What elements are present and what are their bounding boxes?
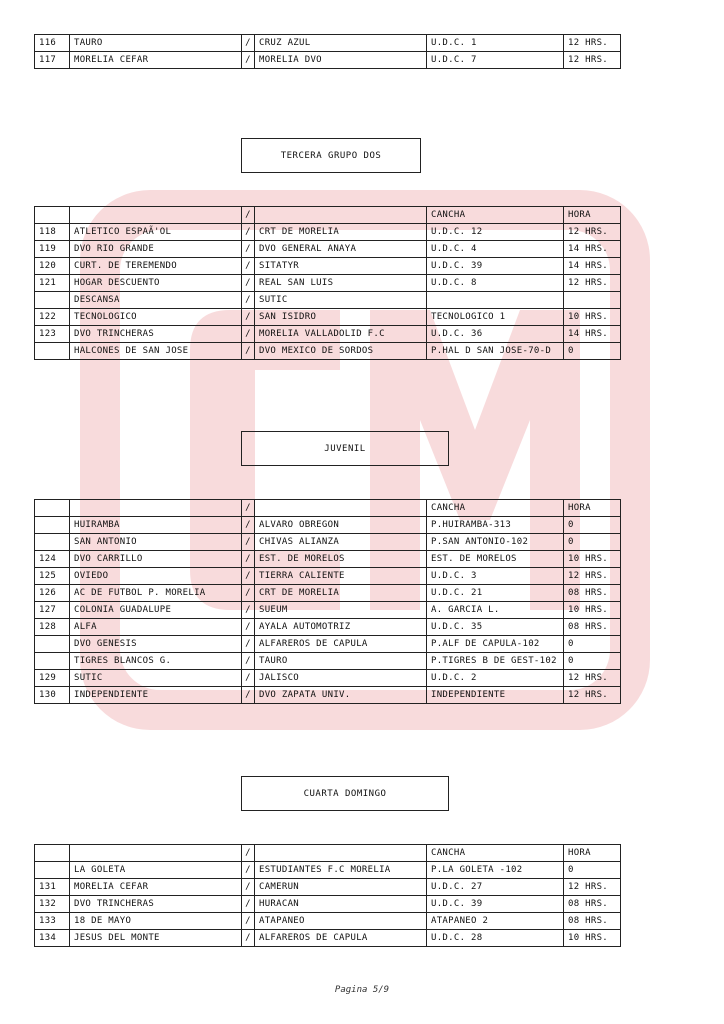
separator-cell: / — [242, 636, 255, 653]
table-row — [35, 551, 621, 568]
home-team-cell: ATLETICO ESPAÃ'OL — [70, 224, 242, 241]
time-cell: 10 HRS. — [564, 602, 621, 619]
header-hora: HORA — [564, 500, 621, 517]
away-team-cell: SAN ISIDRO — [255, 309, 427, 326]
match-number-cell: 121 — [35, 275, 70, 292]
time-cell — [564, 292, 621, 309]
venue-cell: U.D.C. 35 — [427, 619, 564, 636]
time-cell: 10 HRS. — [564, 309, 621, 326]
table-row — [35, 670, 621, 687]
match-number-cell: 131 — [35, 879, 70, 896]
home-team-cell: TAURO — [70, 35, 242, 52]
home-team-cell: OVIEDO — [70, 568, 242, 585]
venue-cell: U.D.C. 8 — [427, 275, 564, 292]
match-number-cell — [35, 292, 70, 309]
separator-cell: / — [242, 326, 255, 343]
away-team-cell: MORELIA VALLADOLID F.C — [255, 326, 427, 343]
venue-cell: U.D.C. 39 — [427, 258, 564, 275]
separator-cell: / — [242, 930, 255, 947]
time-cell: 10 HRS. — [564, 551, 621, 568]
match-number-cell: 123 — [35, 326, 70, 343]
home-team-cell: DVO TRINCHERAS — [70, 326, 242, 343]
away-team-cell: JALISCO — [255, 670, 427, 687]
venue-cell: U.D.C. 2 — [427, 670, 564, 687]
away-team-cell: CRUZ AZUL — [255, 35, 427, 52]
venue-cell — [427, 292, 564, 309]
separator-cell: / — [242, 619, 255, 636]
header-blank — [35, 500, 70, 517]
match-number-cell: 117 — [35, 52, 70, 69]
home-team-cell: MORELIA CEFAR — [70, 52, 242, 69]
time-cell: 12 HRS. — [564, 670, 621, 687]
table-row — [35, 292, 621, 309]
time-cell: 0 — [564, 517, 621, 534]
table-row — [35, 862, 621, 879]
table-row — [35, 35, 621, 52]
time-cell: 0 — [564, 653, 621, 670]
group-title-tercera — [241, 138, 421, 173]
match-number-cell: 126 — [35, 585, 70, 602]
separator-cell: / — [242, 309, 255, 326]
match-number-cell — [35, 517, 70, 534]
match-number-cell: 134 — [35, 930, 70, 947]
venue-cell: P.LA GOLETA -102 — [427, 862, 564, 879]
match-number-cell — [35, 862, 70, 879]
cuarta-fixtures-body — [35, 862, 621, 947]
time-cell: 12 HRS. — [564, 35, 621, 52]
match-number-cell: 118 — [35, 224, 70, 241]
home-team-cell: TIGRES BLANCOS G. — [70, 653, 242, 670]
separator-cell: / — [242, 275, 255, 292]
tercera-fixtures-body — [35, 224, 621, 360]
match-number-cell — [35, 636, 70, 653]
away-team-cell: SUTIC — [255, 292, 427, 309]
home-team-cell: DESCANSA — [70, 292, 242, 309]
time-cell: 08 HRS. — [564, 913, 621, 930]
home-team-cell: DVO TRINCHERAS — [70, 896, 242, 913]
venue-cell: U.D.C. 39 — [427, 896, 564, 913]
home-team-cell: HUIRAMBA — [70, 517, 242, 534]
away-team-cell: ATAPANEO — [255, 913, 427, 930]
match-number-cell: 129 — [35, 670, 70, 687]
table-row — [35, 534, 621, 551]
separator-cell: / — [242, 52, 255, 69]
time-cell: 12 HRS. — [564, 224, 621, 241]
table-header-row — [35, 207, 621, 224]
header-separator: / — [242, 207, 255, 224]
top-fixtures-table — [34, 34, 621, 69]
home-team-cell: LA GOLETA — [70, 862, 242, 879]
away-team-cell: HURACAN — [255, 896, 427, 913]
separator-cell: / — [242, 913, 255, 930]
venue-cell: U.D.C. 7 — [427, 52, 564, 69]
venue-cell: U.D.C. 4 — [427, 241, 564, 258]
time-cell: 12 HRS. — [564, 687, 621, 704]
header-hora: HORA — [564, 207, 621, 224]
time-cell: 08 HRS. — [564, 585, 621, 602]
table-row — [35, 896, 621, 913]
cuarta-fixtures-table — [34, 844, 621, 947]
venue-cell: TECNOLOGICO 1 — [427, 309, 564, 326]
home-team-cell: SAN ANTONIO — [70, 534, 242, 551]
table-row — [35, 619, 621, 636]
venue-cell: U.D.C. 28 — [427, 930, 564, 947]
page-number: Pagina 5/9 — [334, 985, 390, 995]
group-title-tercera-label: TERCERA GRUPO DOS — [280, 150, 382, 161]
time-cell: 14 HRS. — [564, 258, 621, 275]
venue-cell: EST. DE MORELOS — [427, 551, 564, 568]
separator-cell: / — [242, 687, 255, 704]
home-team-cell: DVO CARRILLO — [70, 551, 242, 568]
venue-cell: P.HUIRAMBA-313 — [427, 517, 564, 534]
away-team-cell: CAMERUN — [255, 879, 427, 896]
match-number-cell: 124 — [35, 551, 70, 568]
table-row — [35, 585, 621, 602]
home-team-cell: MORELIA CEFAR — [70, 879, 242, 896]
match-number-cell: 119 — [35, 241, 70, 258]
separator-cell: / — [242, 551, 255, 568]
table-row — [35, 517, 621, 534]
header-blank — [70, 500, 242, 517]
time-cell: 12 HRS. — [564, 879, 621, 896]
venue-cell: U.D.C. 21 — [427, 585, 564, 602]
juvenil-fixtures-table — [34, 499, 621, 704]
match-number-cell: 127 — [35, 602, 70, 619]
home-team-cell: 18 DE MAYO — [70, 913, 242, 930]
time-cell: 14 HRS. — [564, 326, 621, 343]
home-team-cell: HALCONES DE SAN JOSE — [70, 343, 242, 360]
time-cell: 0 — [564, 534, 621, 551]
venue-cell: U.D.C. 12 — [427, 224, 564, 241]
match-number-cell: 132 — [35, 896, 70, 913]
separator-cell: / — [242, 879, 255, 896]
home-team-cell: HOGAR DESCUENTO — [70, 275, 242, 292]
away-team-cell: TAURO — [255, 653, 427, 670]
table-row — [35, 636, 621, 653]
away-team-cell: ALVARO OBREGON — [255, 517, 427, 534]
venue-cell: A. GARCIA L. — [427, 602, 564, 619]
table-row — [35, 879, 621, 896]
separator-cell: / — [242, 602, 255, 619]
home-team-cell: COLONIA GUADALUPE — [70, 602, 242, 619]
table-row — [35, 913, 621, 930]
top-fixtures-body — [35, 35, 621, 69]
venue-cell: U.D.C. 3 — [427, 568, 564, 585]
away-team-cell: EST. DE MORELOS — [255, 551, 427, 568]
time-cell: 0 — [564, 862, 621, 879]
match-number-cell: 120 — [35, 258, 70, 275]
match-number-cell — [35, 343, 70, 360]
venue-cell: U.D.C. 1 — [427, 35, 564, 52]
match-number-cell: 122 — [35, 309, 70, 326]
separator-cell: / — [242, 653, 255, 670]
time-cell: 12 HRS. — [564, 275, 621, 292]
away-team-cell: CHIVAS ALIANZA — [255, 534, 427, 551]
home-team-cell: TECNOLOGICO — [70, 309, 242, 326]
away-team-cell: AYALA AUTOMOTRIZ — [255, 619, 427, 636]
header-blank — [255, 207, 427, 224]
table-row — [35, 602, 621, 619]
match-number-cell: 128 — [35, 619, 70, 636]
table-row — [35, 343, 621, 360]
away-team-cell: DVO MEXICO DE SORDOS — [255, 343, 427, 360]
away-team-cell: DVO ZAPATA UNIV. — [255, 687, 427, 704]
header-cancha: CANCHA — [427, 500, 564, 517]
match-number-cell: 133 — [35, 913, 70, 930]
venue-cell: INDEPENDIENTE — [427, 687, 564, 704]
table-row — [35, 309, 621, 326]
separator-cell: / — [242, 568, 255, 585]
venue-cell: P.TIGRES B DE GEST-102 — [427, 653, 564, 670]
venue-cell: U.D.C. 36 — [427, 326, 564, 343]
table-header-row — [35, 845, 621, 862]
time-cell: 12 HRS. — [564, 52, 621, 69]
header-blank — [35, 207, 70, 224]
separator-cell: / — [242, 241, 255, 258]
table-row — [35, 224, 621, 241]
home-team-cell: ALFA — [70, 619, 242, 636]
time-cell: 0 — [564, 343, 621, 360]
table-row — [35, 52, 621, 69]
table-row — [35, 241, 621, 258]
time-cell: 08 HRS. — [564, 896, 621, 913]
home-team-cell: SUTIC — [70, 670, 242, 687]
header-cancha: CANCHA — [427, 207, 564, 224]
away-team-cell: MORELIA DVO — [255, 52, 427, 69]
header-blank — [70, 845, 242, 862]
away-team-cell: SUEUM — [255, 602, 427, 619]
match-number-cell — [35, 534, 70, 551]
venue-cell: P.SAN ANTONIO-102 — [427, 534, 564, 551]
away-team-cell: ALFAREROS DE CAPULA — [255, 930, 427, 947]
separator-cell: / — [242, 534, 255, 551]
separator-cell: / — [242, 862, 255, 879]
separator-cell: / — [242, 224, 255, 241]
away-team-cell: CRT DE MORELIA — [255, 585, 427, 602]
venue-cell: U.D.C. 27 — [427, 879, 564, 896]
time-cell: 08 HRS. — [564, 619, 621, 636]
separator-cell: / — [242, 343, 255, 360]
table-row — [35, 930, 621, 947]
match-number-cell: 116 — [35, 35, 70, 52]
venue-cell: P.ALF DE CAPULA-102 — [427, 636, 564, 653]
away-team-cell: DVO GENERAL ANAYA — [255, 241, 427, 258]
away-team-cell: CRT DE MORELIA — [255, 224, 427, 241]
header-blank — [35, 845, 70, 862]
venue-cell: P.HAL D SAN JOSE-70-D — [427, 343, 564, 360]
time-cell: 0 — [564, 636, 621, 653]
group-title-cuarta-label: CUARTA DOMINGO — [303, 788, 387, 799]
home-team-cell: INDEPENDIENTE — [70, 687, 242, 704]
time-cell: 10 HRS. — [564, 930, 621, 947]
table-row — [35, 687, 621, 704]
header-blank — [255, 500, 427, 517]
away-team-cell: ALFAREROS DE CAPULA — [255, 636, 427, 653]
separator-cell: / — [242, 35, 255, 52]
group-title-juvenil — [241, 431, 449, 466]
home-team-cell: DVO GENESIS — [70, 636, 242, 653]
juvenil-fixtures-body — [35, 517, 621, 704]
separator-cell: / — [242, 517, 255, 534]
away-team-cell: TIERRA CALIENTE — [255, 568, 427, 585]
away-team-cell: REAL SAN LUIS — [255, 275, 427, 292]
group-title-juvenil-label: JUVENIL — [324, 443, 366, 454]
table-row — [35, 326, 621, 343]
separator-cell: / — [242, 258, 255, 275]
away-team-cell: ESTUDIANTES F.C MORELIA — [255, 862, 427, 879]
match-number-cell: 125 — [35, 568, 70, 585]
home-team-cell: JESUS DEL MONTE — [70, 930, 242, 947]
header-separator: / — [242, 500, 255, 517]
time-cell: 14 HRS. — [564, 241, 621, 258]
time-cell: 12 HRS. — [564, 568, 621, 585]
table-row — [35, 258, 621, 275]
table-header-row — [35, 500, 621, 517]
tercera-fixtures-table — [34, 206, 621, 360]
home-team-cell: AC DE FUTBOL P. MORELIA — [70, 585, 242, 602]
separator-cell: / — [242, 896, 255, 913]
table-row — [35, 653, 621, 670]
header-cancha: CANCHA — [427, 845, 564, 862]
header-blank — [70, 207, 242, 224]
header-hora: HORA — [564, 845, 621, 862]
table-row — [35, 275, 621, 292]
header-separator: / — [242, 845, 255, 862]
away-team-cell: SITATYR — [255, 258, 427, 275]
home-team-cell: DVO RIO GRANDE — [70, 241, 242, 258]
match-number-cell: 130 — [35, 687, 70, 704]
separator-cell: / — [242, 585, 255, 602]
separator-cell: / — [242, 670, 255, 687]
group-title-cuarta — [241, 776, 449, 811]
match-number-cell — [35, 653, 70, 670]
venue-cell: ATAPANEO 2 — [427, 913, 564, 930]
separator-cell: / — [242, 292, 255, 309]
header-blank — [255, 845, 427, 862]
table-row — [35, 568, 621, 585]
home-team-cell: CURT. DE TEREMENDO — [70, 258, 242, 275]
